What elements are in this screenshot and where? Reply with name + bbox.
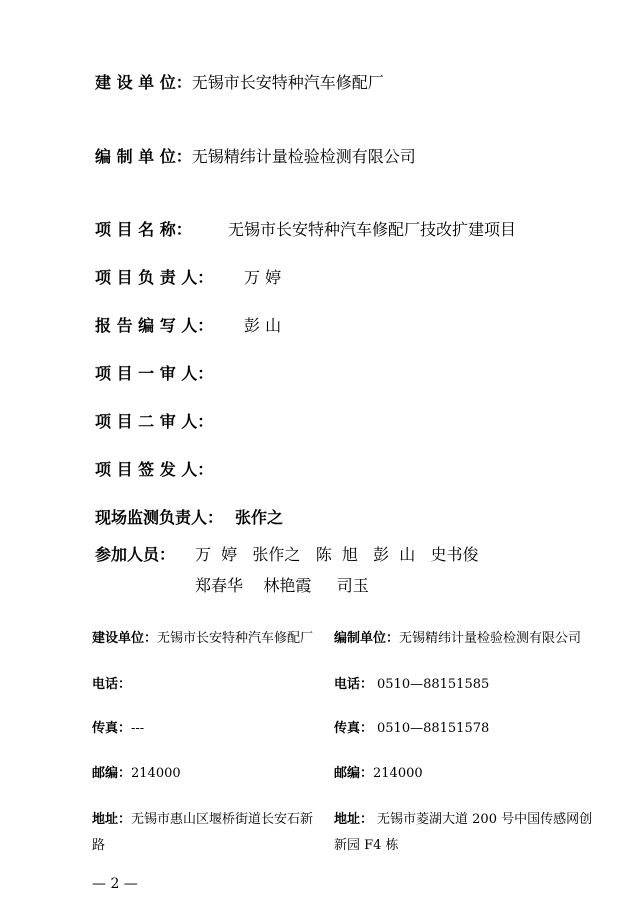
build-unit-label: 建 设 单 位： — [95, 73, 192, 92]
right-zip-label: 邮编： — [334, 766, 374, 781]
right-unit-label: 编制单位： — [334, 631, 400, 646]
compile-unit-row — [95, 144, 416, 167]
right-unit-value: 无锡精纬计量检验检测有限公司 — [399, 631, 582, 646]
report-writer-value: 彭 山 — [244, 316, 282, 335]
project-name-label: 项 目 名 称： — [95, 220, 192, 239]
right-zip-row — [334, 762, 423, 781]
left-zip-label: 邮编： — [92, 766, 132, 781]
right-unit-row — [334, 627, 581, 646]
participants-line1: 万 婷 张作之 陈 旭 彭 山 史书俊 — [195, 545, 479, 564]
left-address-value-line1: 无锡市惠山区堰桥街道长安石新 — [131, 812, 314, 827]
left-zip-row — [92, 762, 181, 781]
issuer-label: 项 目 签 发 人： — [95, 460, 214, 479]
participants-label: 参加人员： — [95, 545, 176, 564]
left-unit-label: 建设单位： — [92, 631, 158, 646]
left-zip-value: 214000 — [131, 766, 181, 781]
left-fax-label: 传真： — [92, 721, 132, 736]
right-address-value-line1: 无锡市菱湖大道 200 号中国传感网创 — [377, 812, 593, 827]
right-address-row — [334, 808, 592, 827]
right-fax-row — [334, 717, 489, 736]
right-phone-label: 电话： — [334, 677, 374, 692]
left-fax-value: --- — [131, 721, 145, 736]
left-phone-row — [92, 673, 131, 692]
report-writer-label: 报 告 编 写 人： — [95, 316, 214, 335]
right-phone-row — [334, 673, 489, 692]
left-unit-value: 无锡市长安特种汽车修配厂 — [157, 631, 314, 646]
project-name-value: 无锡市长安特种汽车修配厂技改扩建项目 — [228, 220, 517, 239]
compile-unit-label: 编 制 单 位： — [95, 147, 192, 166]
left-address-value-line2: 路 — [92, 838, 106, 853]
left-address-row — [92, 808, 313, 827]
right-phone-value: 0510—88151585 — [377, 677, 490, 692]
participants-line2: 郑春华 林艳霞 司玉 — [195, 576, 369, 595]
left-address-label: 地址： — [92, 812, 132, 827]
project-leader-value: 万 婷 — [244, 268, 282, 287]
right-address-value-line2: 新园 F4 栋 — [334, 838, 399, 853]
page-number: — 2 — — [92, 876, 138, 892]
site-leader-label: 现场监测负责人： — [95, 508, 224, 527]
left-fax-row — [92, 717, 144, 736]
site-leader-row — [95, 505, 283, 528]
right-address-label: 地址： — [334, 812, 374, 827]
review1-label: 项 目 一 审 人： — [95, 364, 214, 383]
project-leader-label: 项 目 负 责 人： — [95, 268, 214, 287]
compile-unit-value: 无锡精纬计量检验检测有限公司 — [191, 147, 416, 166]
review2-label: 项 目 二 审 人： — [95, 412, 214, 431]
site-leader-value: 张作之 — [235, 508, 284, 527]
left-phone-label: 电话： — [92, 677, 132, 692]
build-unit-row — [95, 70, 384, 93]
right-fax-value: 0510—88151578 — [377, 721, 490, 736]
right-fax-label: 传真： — [334, 721, 374, 736]
left-unit-row — [92, 627, 313, 646]
right-zip-value: 214000 — [373, 766, 423, 781]
build-unit-value: 无锡市长安特种汽车修配厂 — [191, 73, 384, 92]
